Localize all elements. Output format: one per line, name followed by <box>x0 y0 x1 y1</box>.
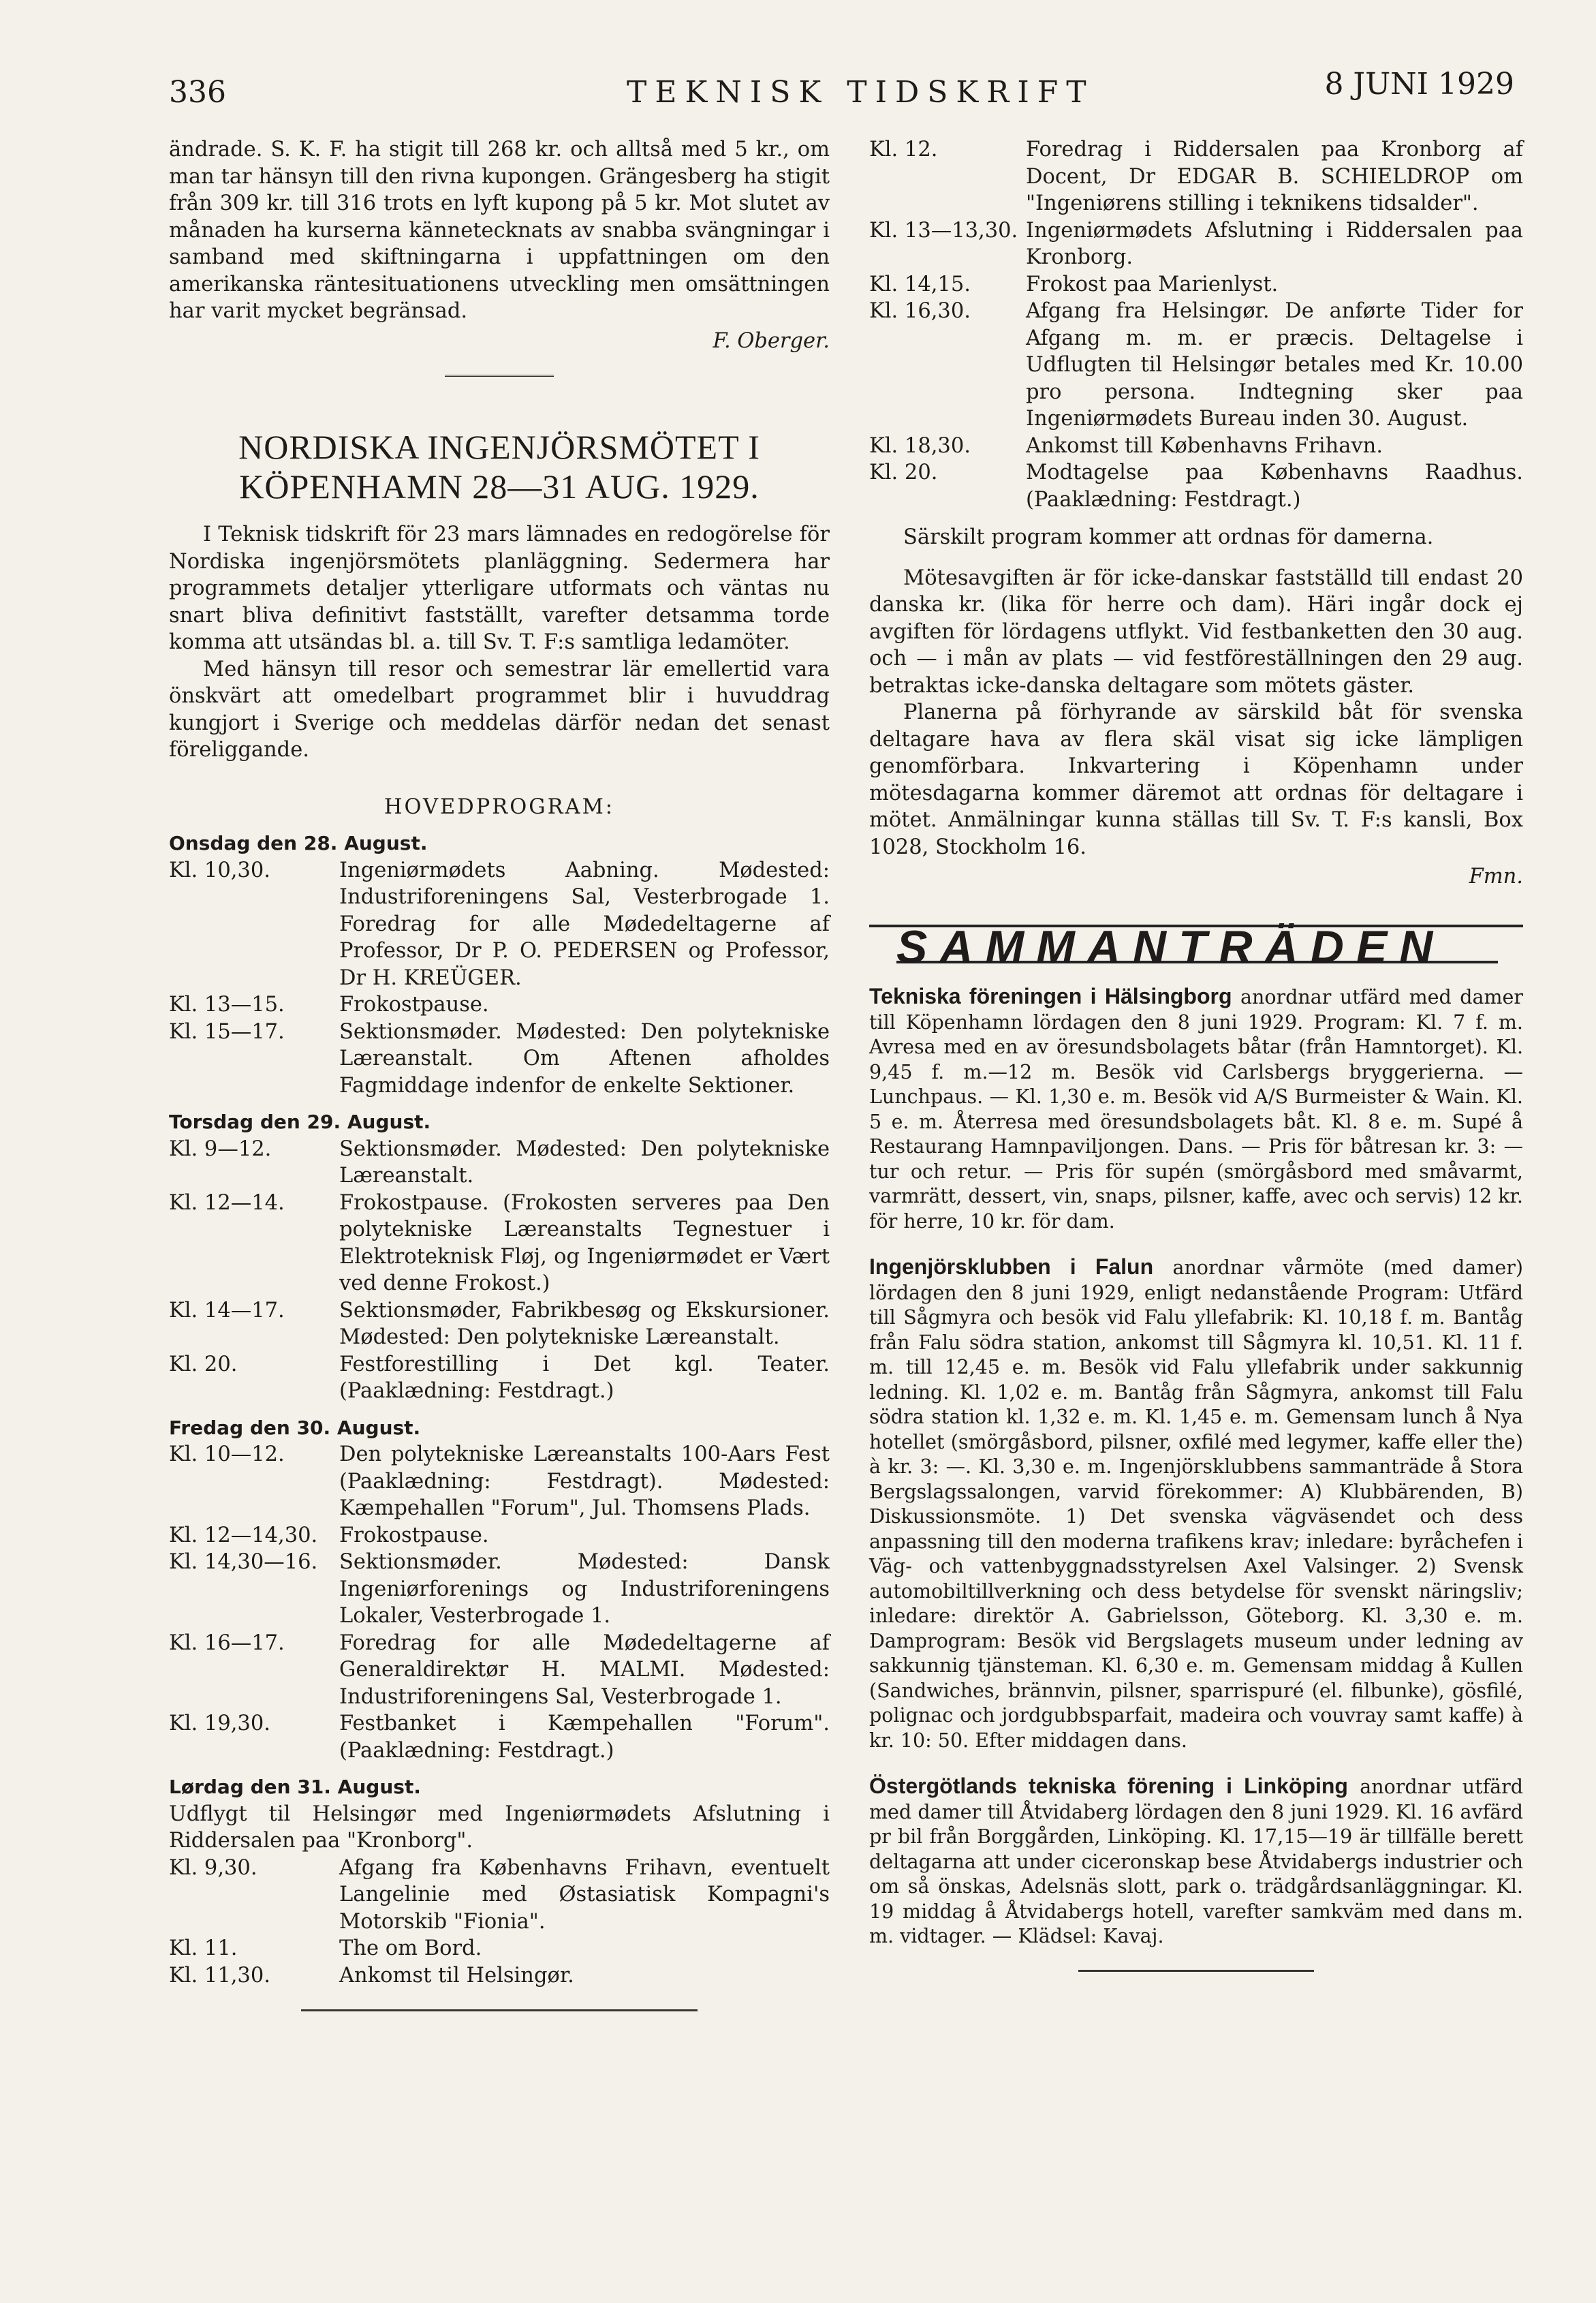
meeting-text: anordnar utfärd med damer till Åtvidaberg lördagen den 8 juni 1929. Kl. 16 avfärd pr bil från Borggården, Linköping. Kl. 17,15—19 är tillfälle berett deltagarna att under ciceronskap bese Åtvidabergs industrier och om så önskas, Adelsnäs slott, park o. trädgårdsanläggningar. Kl. 19 middag å Åtvidabergs hotell, varefter samkväm med dans m. m. vidtager. — Klädsel: Kavaj. <box>869 1776 1524 1947</box>
program-row <box>169 1190 830 1297</box>
divider <box>301 2009 698 2011</box>
left-column <box>169 136 830 2011</box>
section-heading-sammantraden: SAMMANTRÄDEN <box>896 921 1445 973</box>
program-row <box>869 271 1523 298</box>
day-heading: Lørdag den 31. August. <box>169 1776 421 1798</box>
program-text: Frokostpause. <box>339 1523 489 1547</box>
program-time: Kl. 19,30. <box>169 1712 270 1735</box>
program-text: Ankomst till Københavns Frihavn. <box>1026 433 1383 458</box>
issue-date: 8 JUNI 1929 <box>1324 67 1514 102</box>
program-row <box>169 1630 830 1711</box>
meeting-notice <box>869 1254 1523 1753</box>
program-text: Ingeniørmødets Aabning. Mødested: Industriforeningens Sal, Vesterbrogade 1. Foredrag for alle Mødedeltagerne af Professor, Dr P. O. PEDERSEN og Professor, Dr H. KREÜGER. <box>339 858 830 990</box>
program-time: Kl. 9,30. <box>169 1855 257 1880</box>
program-time: Kl. 18,30. <box>869 433 971 458</box>
program-row <box>869 298 1523 433</box>
program-text: Frokost paa Marienlyst. <box>1026 272 1279 296</box>
meeting-heading: Ingenjörsklubben i Falun <box>869 1254 1154 1279</box>
program-text: Ankomst til Helsingør. <box>339 1963 574 1988</box>
program-row <box>869 459 1523 513</box>
program-text: Afgang fra Københavns Frihavn, eventuelt Langelinie med Østasiatisk Kompagni's Motorskib "Fionia". <box>339 1855 830 1934</box>
program-time: Kl. 14—17. <box>169 1298 285 1323</box>
program-row <box>169 1019 830 1100</box>
program-text: The om Bord. <box>339 1936 482 1960</box>
program-text: Sektionsmøder. Mødested: Den polytekniske Læreanstalt. <box>339 1137 830 1188</box>
program-time: Kl. 11,30. <box>169 1963 270 1988</box>
meeting-heading: Tekniska föreningen i Hälsingborg <box>869 984 1232 1008</box>
program-row <box>169 1522 830 1549</box>
program-time: Kl. 13—15. <box>169 993 285 1017</box>
boat-paragraph: Planerna på förhyrande av särskild båt för svenska deltagare hava av flera skäl visat sig icke lämpligen genomförbara. Inkvartering i Köpenhamn under mötesdagarna kommer däremot att ordnas för deltagare i mötet. Anmälningar kunna ställas till Sv. T. F:s kansli, Box 1028, Stockholm 16. <box>869 700 1523 859</box>
program-time: Kl. 12—14,30. <box>169 1523 318 1547</box>
program-text: Frokostpause. <box>339 993 489 1017</box>
article-paragraph-1: I Teknisk tidskrift för 23 mars lämnades en redogörelse för Nordiska ingenjörsmötets planläggning. Sedermera har programmets detaljer ytterligare utformats och väntas nu snart bliva definitivt fastställt, varefter detsamma torde komma att utsändas bl. a. till Sv. T. F:s samtliga ledamöter. <box>169 523 830 654</box>
program-text: Sektionsmøder. Mødested: Den polytekniske Læreanstalt. Om Aftenen afholdes Fagmiddage indenfor de enkelte Sektioner. <box>339 1019 830 1098</box>
program-text: Frokostpause. (Frokosten serveres paa Den polytekniske Læreanstalts Tegnestuer i Elektroteknisk Fløj, og Ingeniørmødet er Vært ved denne Frokost.) <box>339 1190 830 1295</box>
program-row <box>169 1441 830 1522</box>
program-row <box>169 1855 830 1936</box>
program-text: Modtagelse paa Københavns Raadhus. (Paaklædning: Festdragt.) <box>1026 461 1523 512</box>
day-heading: Torsdag den 29. August. <box>169 1111 431 1133</box>
meeting-text: anordnar vårmöte (med damer) lördagen den 8 juni 1929, enligt nedanstående Program: Utfärd till Sågmyra och besök vid Falu yllefabrik: Kl. 10,18 f. m. Bantåg från Falu södra station, ankomst till Sågmyra kl. 10,51. Kl. 11 f. m. till 12,45 e. m. Besök vid Falu yllefabrik under sakkunnig ledning. Kl. 1,02 e. m. Bantåg från Sågmyra, ankomst till Falu södra station kl. 1,32 e. m. Kl. 1,45 e. m. Gemensam lunch å Nya hotellet (smörgåsbord, pilsner, oxfilé med legymer, kaffe eller the) à kr. 3: —. Kl. 3,30 e. m. Ingenjörsklubbens sammanträde å Stora Bergslagssalongen, varvid förekommer: A) Klubbärenden, B) Diskussionsmöte. 1) Det svenska vägväsendet och dess anpassning till den moderna trafikens krav; inledare: byråchefen i Väg- och vattenbyggnadsstyrelsen Axel Valsinger. 2) Svensk automobiltillverkning och dess betydelse för svenskt näringsliv; inledare: direktör A. Gabrielsson, Göteborg. Kl. 3,30 e. m. Damprogram: Besök vid Bergslagets museum under ledning av sakkunnig tjänsteman. Kl. 6,30 e. m. Gemensam middag å Kullen (Sandwiches, brännvin, pilsner, sparrispuré (el. filbunke), gösfilé, polignac och jordgubbsparfait, madeira och vouvray samt kaffe) à kr. 10: 50. Efter middagen dans. <box>869 1256 1524 1752</box>
program-text: Sektionsmøder, Fabrikbesøg og Ekskursioner. Mødested: Den polytekniske Læreanstalt. <box>339 1298 830 1349</box>
intro-signature: F. Oberger. <box>713 328 830 353</box>
program-row <box>169 1351 830 1405</box>
program-time: Kl. 20. <box>169 1352 238 1376</box>
program-text: Afgang fra Helsingør. De anførte Tider for Afgang m. m. er præcis. Deltagelse i Udflugten til Helsingør betales med Kr. 10.00 pro persona. Indtegning sker paa Ingeniørmødets Bureau inden 30. August. <box>1026 299 1523 431</box>
fee-paragraph: Mötesavgiften är för icke-danskar fastställd till endast 20 danska kr. (lika för herre och dam). Häri ingår dock ej avgiften för lördagens utflykt. Vid festbanketten den 30 aug. och — i mån av plats — vid festföreställningen den 29 aug. betraktas icke-danska deltagare som mötets gäster. <box>869 566 1523 698</box>
program-time: Kl. 12—14. <box>169 1190 285 1215</box>
program-row <box>169 1297 830 1351</box>
program-title: HOVEDPROGRAM: <box>384 794 615 819</box>
meeting-notice <box>869 1774 1523 1949</box>
program-text: Foredrag i Riddersalen paa Kronborg af Docent, Dr EDGAR B. SCHIELDROP om "Ingeniørens stilling i teknikens tidsalder". <box>1026 138 1523 215</box>
divider <box>445 375 554 380</box>
program-time: Kl. 16,30. <box>869 299 971 323</box>
program-time: Kl. 10—12. <box>169 1442 285 1466</box>
journal-title: TEKNISK TIDSKRIFT <box>627 75 1095 110</box>
program-row <box>169 1935 830 1962</box>
ladies-paragraph: Särskilt program kommer att ordnas för damerna. <box>903 525 1434 549</box>
program-time: Kl. 13—13,30. <box>869 218 1018 243</box>
program-time: Kl. 16—17. <box>169 1630 285 1655</box>
program-text: Festbanket i Kæmpehallen "Forum". (Paaklædning: Festdragt.) <box>339 1712 830 1763</box>
article-paragraph-2: Med hänsyn till resor och semestrar lär emellertid vara önskvärt att omedelbart programmet blir i huvuddrag kungjort i Sverige och meddelas därför nedan det senast föreliggande. <box>169 657 830 762</box>
meeting-heading: Östergötlands tekniska förening i Linköping <box>869 1774 1348 1798</box>
meeting-text: anordnar utfärd med damer till Köpenhamn lördagen den 8 juni 1929. Program: Kl. 7 f. m. Avresa med en av öresundsbolagets båtar (från Hamntorget). Kl. 9,45 f. m.—12 m. Besök vid Carlsbergs bryggerierna. — Lunchpaus. — Kl. 1,30 e. m. Besök vid A/S Burmeister & Wain. Kl. 5 e. m. Återresa med öresundsbolagets båt. Kl. 8 e. m. Supé å Restaurang Hamnpaviljongen. Dans. — Pris för båtresan kr. 3: — tur och retur. — Pris för supén (smörgåsbord med småvarmt, varmrätt, dessert, vin, snaps, pilsner, kaffe, avec och servis) 12 kr. för herre, 10 kr. för dam. <box>869 986 1524 1233</box>
program-row <box>169 1710 830 1764</box>
program-time: Kl. 15—17. <box>169 1019 285 1044</box>
article-signature: Fmn. <box>1469 865 1523 888</box>
program-text: Ingeniørmødets Afslutning i Riddersalen paa Kronborg. <box>1026 218 1523 269</box>
program-row <box>869 136 1523 217</box>
program-row <box>169 1962 830 1990</box>
day-intro: Udflygt til Helsingør med Ingeniørmødets Afslutning i Riddersalen paa "Kronborg". <box>169 1802 830 1853</box>
program-text: Sektionsmøder. Mødested: Dansk Ingeniørforenings og Industriforeningens Lokaler, Vesterbrogade 1. <box>339 1550 830 1628</box>
program-text: Den polytekniske Læreanstalts 100-Aars Fest (Paaklædning: Festdragt). Mødested: Kæmpehallen "Forum", Jul. Thomsens Plads. <box>339 1442 830 1520</box>
program-time: Kl. 10,30. <box>169 858 270 882</box>
program-time: Kl. 14,15. <box>869 272 971 296</box>
divider <box>1078 1970 1314 1972</box>
program-row <box>169 991 830 1019</box>
program-row <box>169 1549 830 1630</box>
day-heading: Fredag den 30. August. <box>169 1416 421 1439</box>
intro-paragraph: ändrade. S. K. F. ha stigit till 268 kr. och alltså med 5 kr., om man tar hänsyn till den rivna kupongen. Grängesberg ha stigit från 309 kr. till 316 trots en lyft kupong på 5 kr. Mot slutet av månaden ha kurserna kännetecknats av snabba svängningar i samband med skiftningarna i uppfattningen om den amerikanska räntesituationens utveckling men omsättningen har varit mycket begränsad. <box>169 138 830 323</box>
program-time: Kl. 14,30—16. <box>169 1550 318 1574</box>
right-column <box>869 136 1523 1972</box>
meeting-notice <box>869 984 1523 1234</box>
program-time: Kl. 9—12. <box>169 1137 272 1161</box>
program-row <box>869 433 1523 460</box>
program-row <box>169 857 830 992</box>
program-row <box>169 1136 830 1190</box>
article-title: NORDISKA INGENJÖRSMÖTET I KÖPENHAMN 28—31 AUG. 1929. <box>238 428 760 506</box>
page-number: 336 <box>169 75 226 110</box>
program-row <box>869 217 1523 271</box>
program-text: Festforestilling i Det kgl. Teater. (Paaklædning: Festdragt.) <box>339 1352 830 1403</box>
program-time: Kl. 11. <box>169 1936 238 1960</box>
program-time: Kl. 12. <box>869 138 938 161</box>
program-text: Foredrag for alle Mødedeltagerne af Generaldirektør H. MALMI. Mødested: Industriforeningens Sal, Vesterbrogade 1. <box>339 1630 830 1709</box>
day-heading: Onsdag den 28. August. <box>169 832 428 854</box>
program-time: Kl. 20. <box>869 461 938 484</box>
